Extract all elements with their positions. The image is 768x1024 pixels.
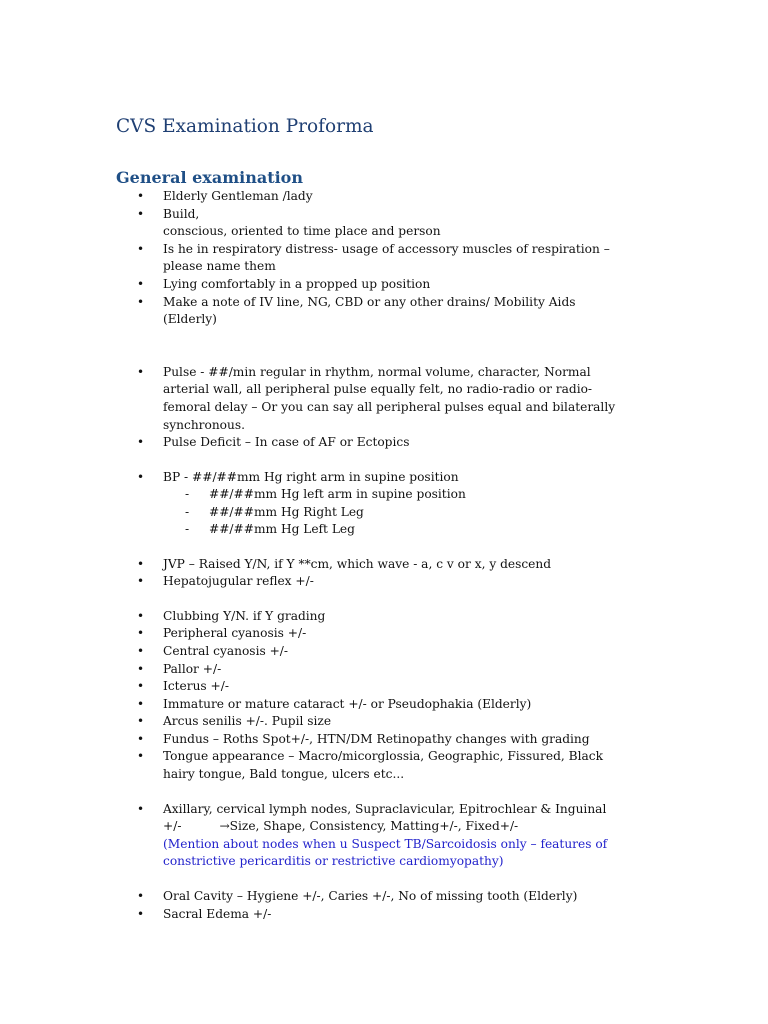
- dash-icon: -: [185, 504, 190, 519]
- item-text: femoral delay – Or you can say all peripheral pulses equal and bilaterally: [163, 399, 616, 414]
- bullet-icon: •: [137, 608, 145, 623]
- item-text: BP - ##/##mm Hg right arm in supine position: [163, 469, 459, 484]
- dash-icon: -: [185, 522, 190, 537]
- bullet-icon: •: [137, 696, 145, 711]
- list-item: [0, 748, 648, 783]
- section-heading-general-examination: General examination: [116, 168, 303, 187]
- dash-icon: -: [185, 487, 190, 502]
- page-title: CVS Examination Proforma: [116, 116, 374, 137]
- item-text: Clubbing Y/N. if Y grading: [163, 608, 326, 623]
- item-text: Immature or mature cataract +/- or Pseudophakia (Elderly): [163, 696, 532, 711]
- list-item: [0, 608, 648, 626]
- item-text: arterial wall, all peripheral pulse equally felt, no radio-radio or radio-: [163, 382, 593, 397]
- list-item: [0, 364, 648, 434]
- item-text-part: Size, Shape, Consistency, Matting+/-, Fixed+/-: [229, 819, 519, 834]
- item-text: Hepatojugular reflex +/-: [163, 574, 314, 589]
- item-text: Arcus senilis +/-. Pupil size: [163, 714, 332, 729]
- item-note: (Mention about nodes when u Suspect TB/Sarcoidosis only – features of: [163, 836, 608, 851]
- bullet-icon: •: [137, 276, 145, 291]
- bullet-icon: •: [137, 731, 145, 746]
- bullet-icon: •: [137, 626, 145, 641]
- item-text: [163, 818, 648, 836]
- item-text: Build,: [163, 206, 200, 221]
- item-text: Axillary, cervical lymph nodes, Supraclavicular, Epitrochlear & Inguinal: [163, 801, 607, 816]
- list-item: [0, 801, 648, 871]
- item-text: Fundus – Roths Spot+/-, HTN/DM Retinopathy changes with grading: [163, 731, 590, 746]
- examination-checklist: [0, 188, 768, 923]
- item-text: Tongue appearance – Macro/micorglossia, Geographic, Fissured, Black: [163, 749, 603, 764]
- sub-list-item: [0, 486, 649, 503]
- bullet-icon: •: [137, 469, 145, 484]
- list-item: [0, 713, 648, 731]
- arrow-icon: →: [219, 819, 230, 834]
- item-text: conscious, oriented to time place and person: [163, 224, 441, 239]
- bullet-icon: •: [137, 435, 145, 450]
- item-text-part: +/-: [163, 819, 182, 834]
- item-text: JVP – Raised Y/N, if Y **cm, which wave - a, c v or x, y descend: [163, 556, 552, 571]
- list-item: [0, 556, 648, 574]
- item-text: hairy tongue, Bald tongue, ulcers etc...: [163, 767, 405, 782]
- bullet-icon: •: [137, 801, 145, 816]
- item-text: synchronous.: [163, 417, 245, 432]
- item-text: Is he in respiratory distress- usage of accessory muscles of respiration –: [163, 241, 610, 256]
- bullet-icon: •: [137, 906, 145, 921]
- list-item: [0, 906, 648, 924]
- item-text: Sacral Edema +/-: [163, 906, 272, 921]
- bullet-icon: •: [137, 679, 145, 694]
- list-item: [0, 625, 648, 643]
- item-text: Pulse - ##/min regular in rhythm, normal volume, character, Normal: [163, 364, 591, 379]
- item-text: ##/##mm Hg left arm in supine position: [209, 487, 466, 502]
- list-item: [0, 276, 648, 294]
- bullet-icon: •: [137, 206, 145, 221]
- item-text: Oral Cavity – Hygiene +/-, Caries +/-, No of missing tooth (Elderly): [163, 889, 578, 904]
- bullet-icon: •: [137, 294, 145, 309]
- bullet-icon: •: [137, 661, 145, 676]
- list-item: [0, 241, 648, 276]
- item-text: Icterus +/-: [163, 679, 229, 694]
- item-text: Peripheral cyanosis +/-: [163, 626, 307, 641]
- sub-list-item: [0, 504, 649, 521]
- item-text: Pulse Deficit – In case of AF or Ectopics: [163, 435, 410, 450]
- item-text: ##/##mm Hg Right Leg: [209, 504, 364, 519]
- bullet-icon: •: [137, 714, 145, 729]
- list-item: [0, 294, 648, 329]
- list-item: [0, 573, 648, 591]
- list-item: [0, 188, 648, 206]
- list-item: [0, 469, 648, 487]
- list-item: [0, 888, 648, 906]
- bullet-icon: •: [137, 574, 145, 589]
- list-item: [0, 643, 648, 661]
- bullet-icon: •: [137, 556, 145, 571]
- list-item: [0, 206, 648, 241]
- bullet-icon: •: [137, 189, 145, 203]
- list-item: [0, 661, 648, 679]
- list-item: [0, 678, 648, 696]
- item-text: please name them: [163, 259, 276, 274]
- bullet-icon: •: [137, 643, 145, 658]
- bullet-icon: •: [137, 364, 145, 379]
- list-item: [0, 696, 648, 714]
- item-text: Elderly Gentleman /lady: [163, 189, 313, 203]
- item-note: constrictive pericarditis or restrictive cardiomyopathy): [163, 854, 504, 869]
- item-text: Pallor +/-: [163, 661, 222, 676]
- item-text: Make a note of IV line, NG, CBD or any other drains/ Mobility Aids: [163, 294, 576, 309]
- item-text: (Elderly): [163, 312, 217, 327]
- bullet-icon: •: [137, 889, 145, 904]
- list-item: [0, 434, 648, 452]
- bullet-icon: •: [137, 749, 145, 764]
- item-text: Central cyanosis +/-: [163, 643, 289, 658]
- list-item: [0, 731, 648, 749]
- bullet-icon: •: [137, 241, 145, 256]
- sub-list-item: [0, 521, 649, 538]
- item-text: Lying comfortably in a propped up position: [163, 276, 431, 291]
- item-text: ##/##mm Hg Left Leg: [209, 522, 355, 537]
